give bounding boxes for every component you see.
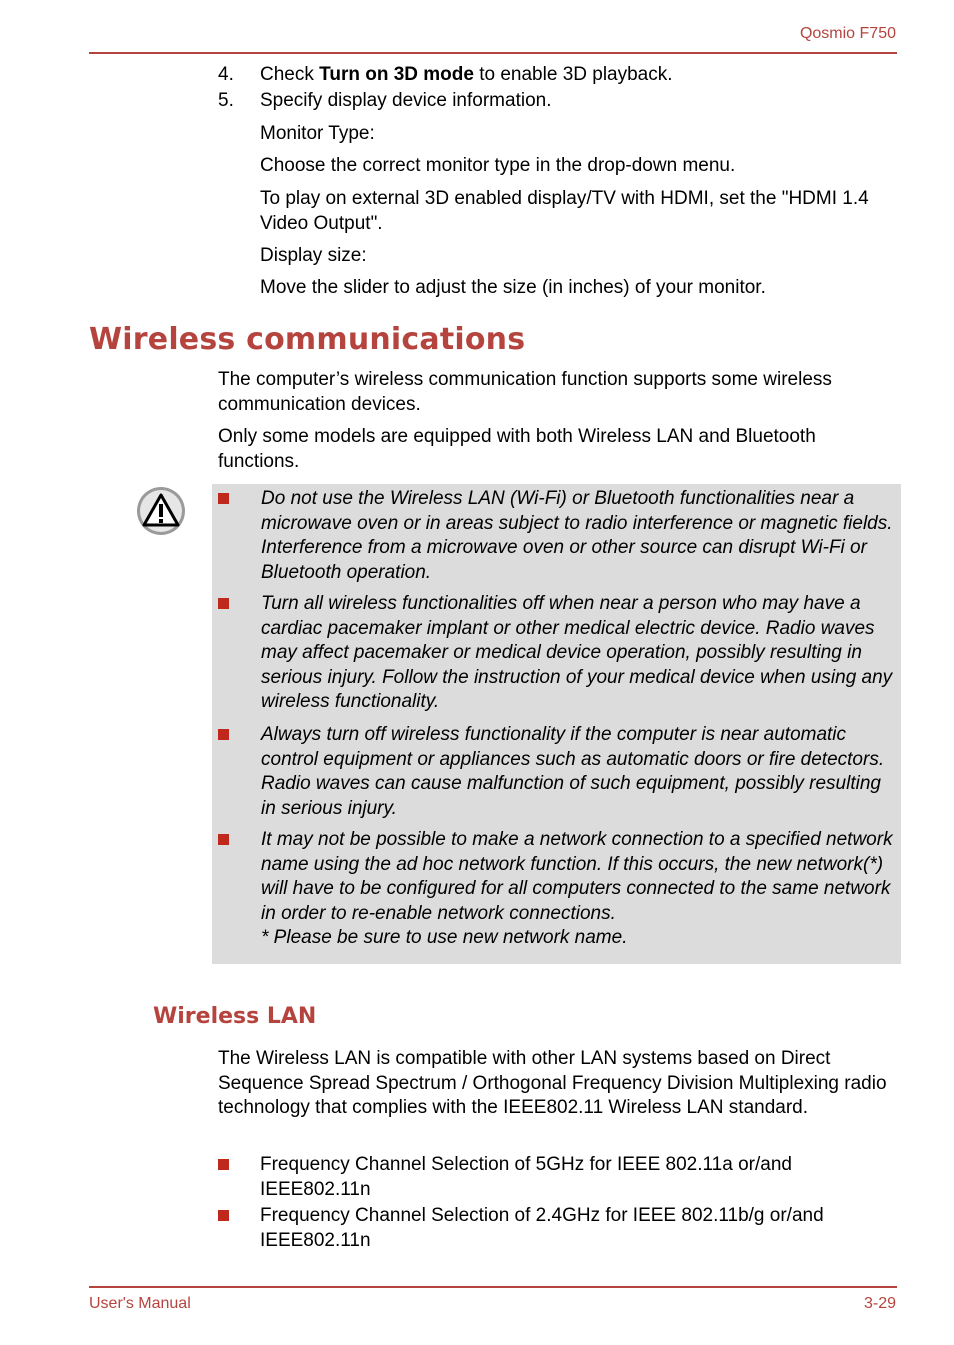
running-header: Qosmio F750: [799, 25, 896, 42]
subsection-paragraph: The Wireless LAN is compatible with other LAN systems based on Direct Sequence Spread Spectrum / Orthogonal Frequency Division Multiplexing radio technology that complies with the IEEE802.11 Wireless LAN standard.: [218, 1048, 887, 1118]
footer-rule: [89, 1286, 897, 1288]
bullet-square-icon: [218, 1210, 229, 1221]
warning-item: Do not use the Wireless LAN (Wi-Fi) or Bluetooth functionalities near a microwave oven or in areas subject to radio interference or magnetic fields. Interference from a microwave oven or other source can disrupt Wi-Fi or Bluetooth operation.: [261, 488, 893, 583]
detail-text: Choose the correct monitor type in the drop-down menu.: [260, 155, 736, 176]
detail-text: To play on external 3D enabled display/TV with HDMI, set the "HDMI 1.4 Video Output".: [260, 188, 869, 234]
detail-label: Display size:: [260, 245, 367, 266]
section-paragraph: Only some models are equipped with both Wireless LAN and Bluetooth functions.: [218, 426, 816, 472]
step-number: 5.: [218, 90, 234, 111]
footer-manual-title: User's Manual: [89, 1295, 191, 1312]
header-rule: [89, 52, 897, 54]
detail-label: Monitor Type:: [260, 123, 375, 144]
step-text: Check Turn on 3D mode to enable 3D playback.: [260, 64, 673, 85]
bullet-square-icon: [218, 834, 229, 845]
bullet-square-icon: [218, 598, 229, 609]
warning-triangle-icon: [136, 486, 186, 536]
step-number: 4.: [218, 64, 234, 85]
list-item: Frequency Channel Selection of 5GHz for IEEE 802.11a or/and IEEE802.11n: [260, 1154, 792, 1200]
bullet-square-icon: [218, 493, 229, 504]
ui-setting-name: Turn on 3D mode: [319, 64, 474, 85]
bullet-square-icon: [218, 729, 229, 740]
step-text: Specify display device information.: [260, 90, 552, 111]
section-title: Wireless communications: [89, 322, 526, 357]
warning-item: It may not be possible to make a network connection to a specified network name using the ad hoc network function. If this occurs, the new network(*) will have to be configured for all computers connected to the same network in order to re-enable network connections.: [261, 829, 893, 924]
bullet-square-icon: [218, 1159, 229, 1170]
page-number: 3-29: [863, 1295, 896, 1312]
subsection-title: Wireless LAN: [153, 1004, 317, 1029]
detail-text: Move the slider to adjust the size (in inches) of your monitor.: [260, 277, 766, 298]
warning-footnote: * Please be sure to use new network name.: [261, 927, 628, 948]
list-item: Frequency Channel Selection of 2.4GHz for IEEE 802.11b/g or/and IEEE802.11n: [260, 1205, 824, 1251]
section-paragraph: The computer’s wireless communication function supports some wireless communication devices.: [218, 369, 832, 415]
warning-item: Turn all wireless functionalities off when near a person who may have a cardiac pacemaker implant or other medical electric device. Radio waves may affect pacemaker or medical device operation, possibly resulting in serious injury. Follow the instruction of your medical device when using any wireless functionality.: [261, 593, 893, 712]
warning-item: Always turn off wireless functionality if the computer is near automatic control equipment or appliances such as automatic doors or fire detectors. Radio waves can cause malfunction of such equipment, possibly resulting in serious injury.: [261, 724, 885, 819]
